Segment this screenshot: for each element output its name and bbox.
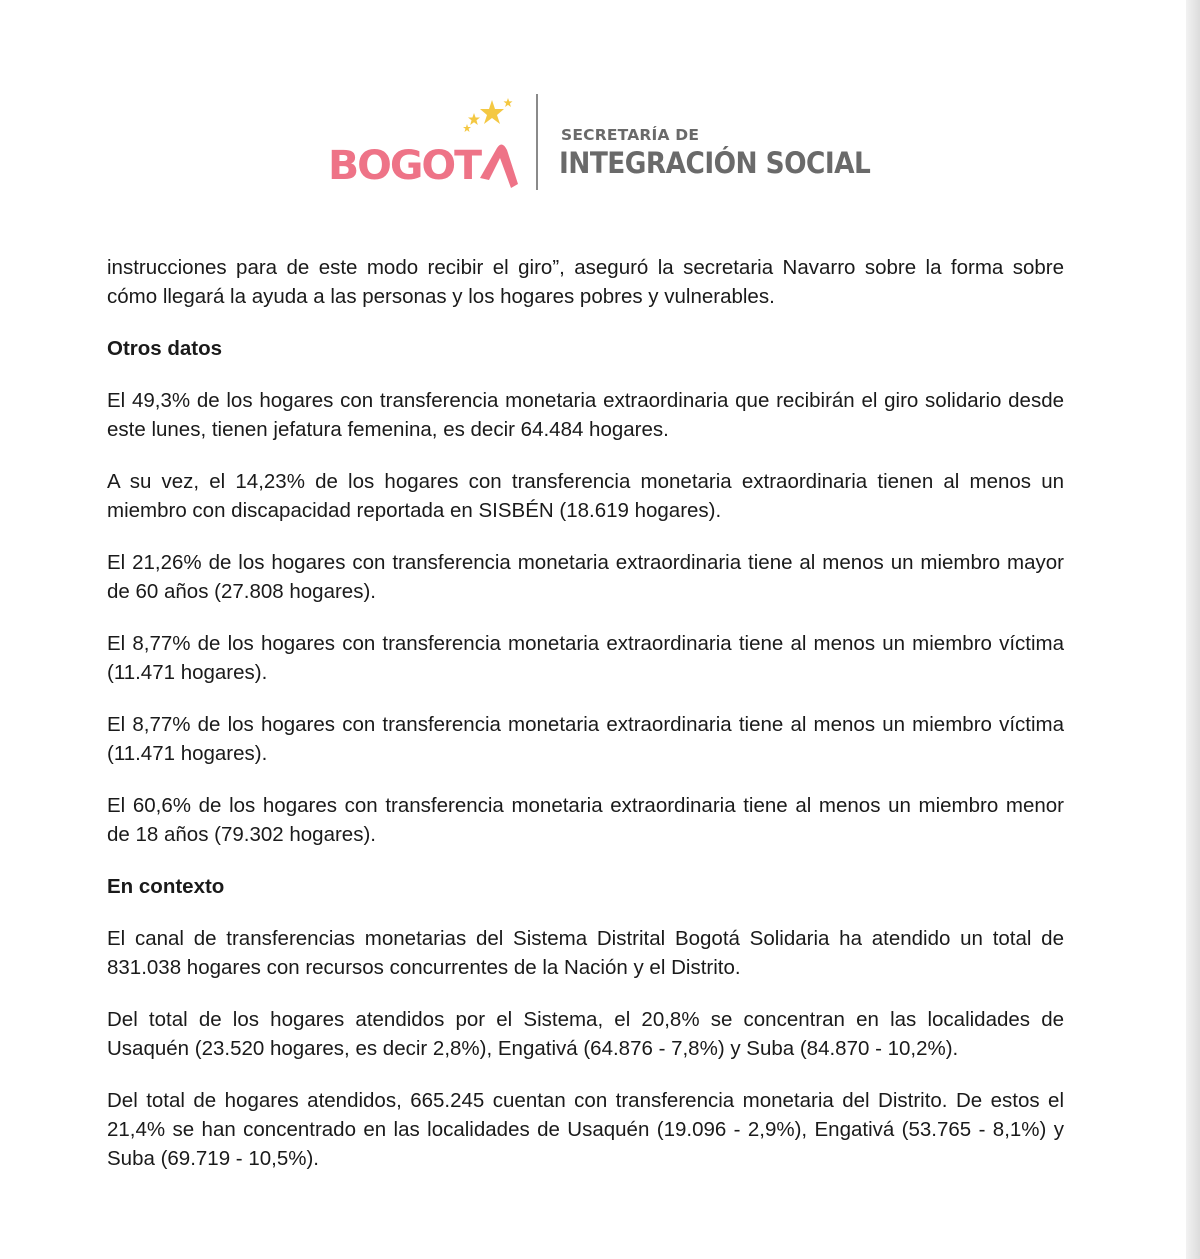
department-name: INTEGRACIÓN SOCIAL (559, 146, 871, 180)
bogota-logo (322, 92, 522, 192)
paragraph: El 49,3% de los hogares con transferencia monetaria extraordinaria que recibirán el giro solidario desde este lunes, tienen jefatura femenina, es decir 64.484 hogares. (107, 389, 1064, 441)
paragraph: El 8,77% de los hogares con transferencia monetaria extraordinaria tiene al menos un miembro víctima (11.471 hogares). (107, 632, 1064, 684)
paragraph: El 8,77% de los hogares con transferencia monetaria extraordinaria tiene al menos un miembro víctima (11.471 hogares). (107, 713, 1064, 765)
page-edge-shadow (1186, 0, 1200, 1259)
paragraph: El 60,6% de los hogares con transferencia monetaria extraordinaria tiene al menos un miembro menor de 18 años (79.302 hogares). (107, 794, 1064, 846)
letterhead (0, 88, 1186, 198)
paragraph: El 21,26% de los hogares con transferencia monetaria extraordinaria tiene al menos un miembro mayor de 60 años (27.808 hogares). (107, 551, 1064, 603)
paragraph: A su vez, el 14,23% de los hogares con transferencia monetaria extraordinaria tienen al menos un miembro con discapacidad reportada en SISBÉN (18.619 hogares). (107, 470, 1064, 522)
paragraph: Del total de los hogares atendidos por el Sistema, el 20,8% se concentran en las localidades de Usaquén (23.520 hogares, es decir 2,8%), Engativá (64.876 - 7,8%) y Suba (84.870 - 10,2%). (107, 1008, 1064, 1060)
svg-text:BOGOT: BOGOT (328, 143, 483, 189)
secretaria-label: SECRETARÍA DE (561, 126, 700, 144)
paragraph: El canal de transferencias monetarias del Sistema Distrital Bogotá Solidaria ha atendido un total de 831.038 hogares con recursos concurrentes de la Nación y el Distrito. (107, 927, 1064, 979)
section-heading-otros-datos: Otros datos (107, 337, 223, 360)
section-heading-en-contexto: En contexto (107, 875, 225, 898)
intro-paragraph: instrucciones para de este modo recibir el giro”, aseguró la secretaria Navarro sobre la forma sobre cómo llegará la ayuda a las personas y los hogares pobres y vulnerables. (107, 256, 1064, 308)
document-body (107, 253, 1064, 1196)
paragraph: Del total de hogares atendidos, 665.245 cuentan con transferencia monetaria del Distrito. De estos el 21,4% se han concentrado en las localidades de Usaquén (19.096 - 2,9%), Engativá (53.765 - 8,1%) y Suba (69.719 - 10,5%). (107, 1089, 1064, 1170)
header-divider (536, 94, 538, 190)
